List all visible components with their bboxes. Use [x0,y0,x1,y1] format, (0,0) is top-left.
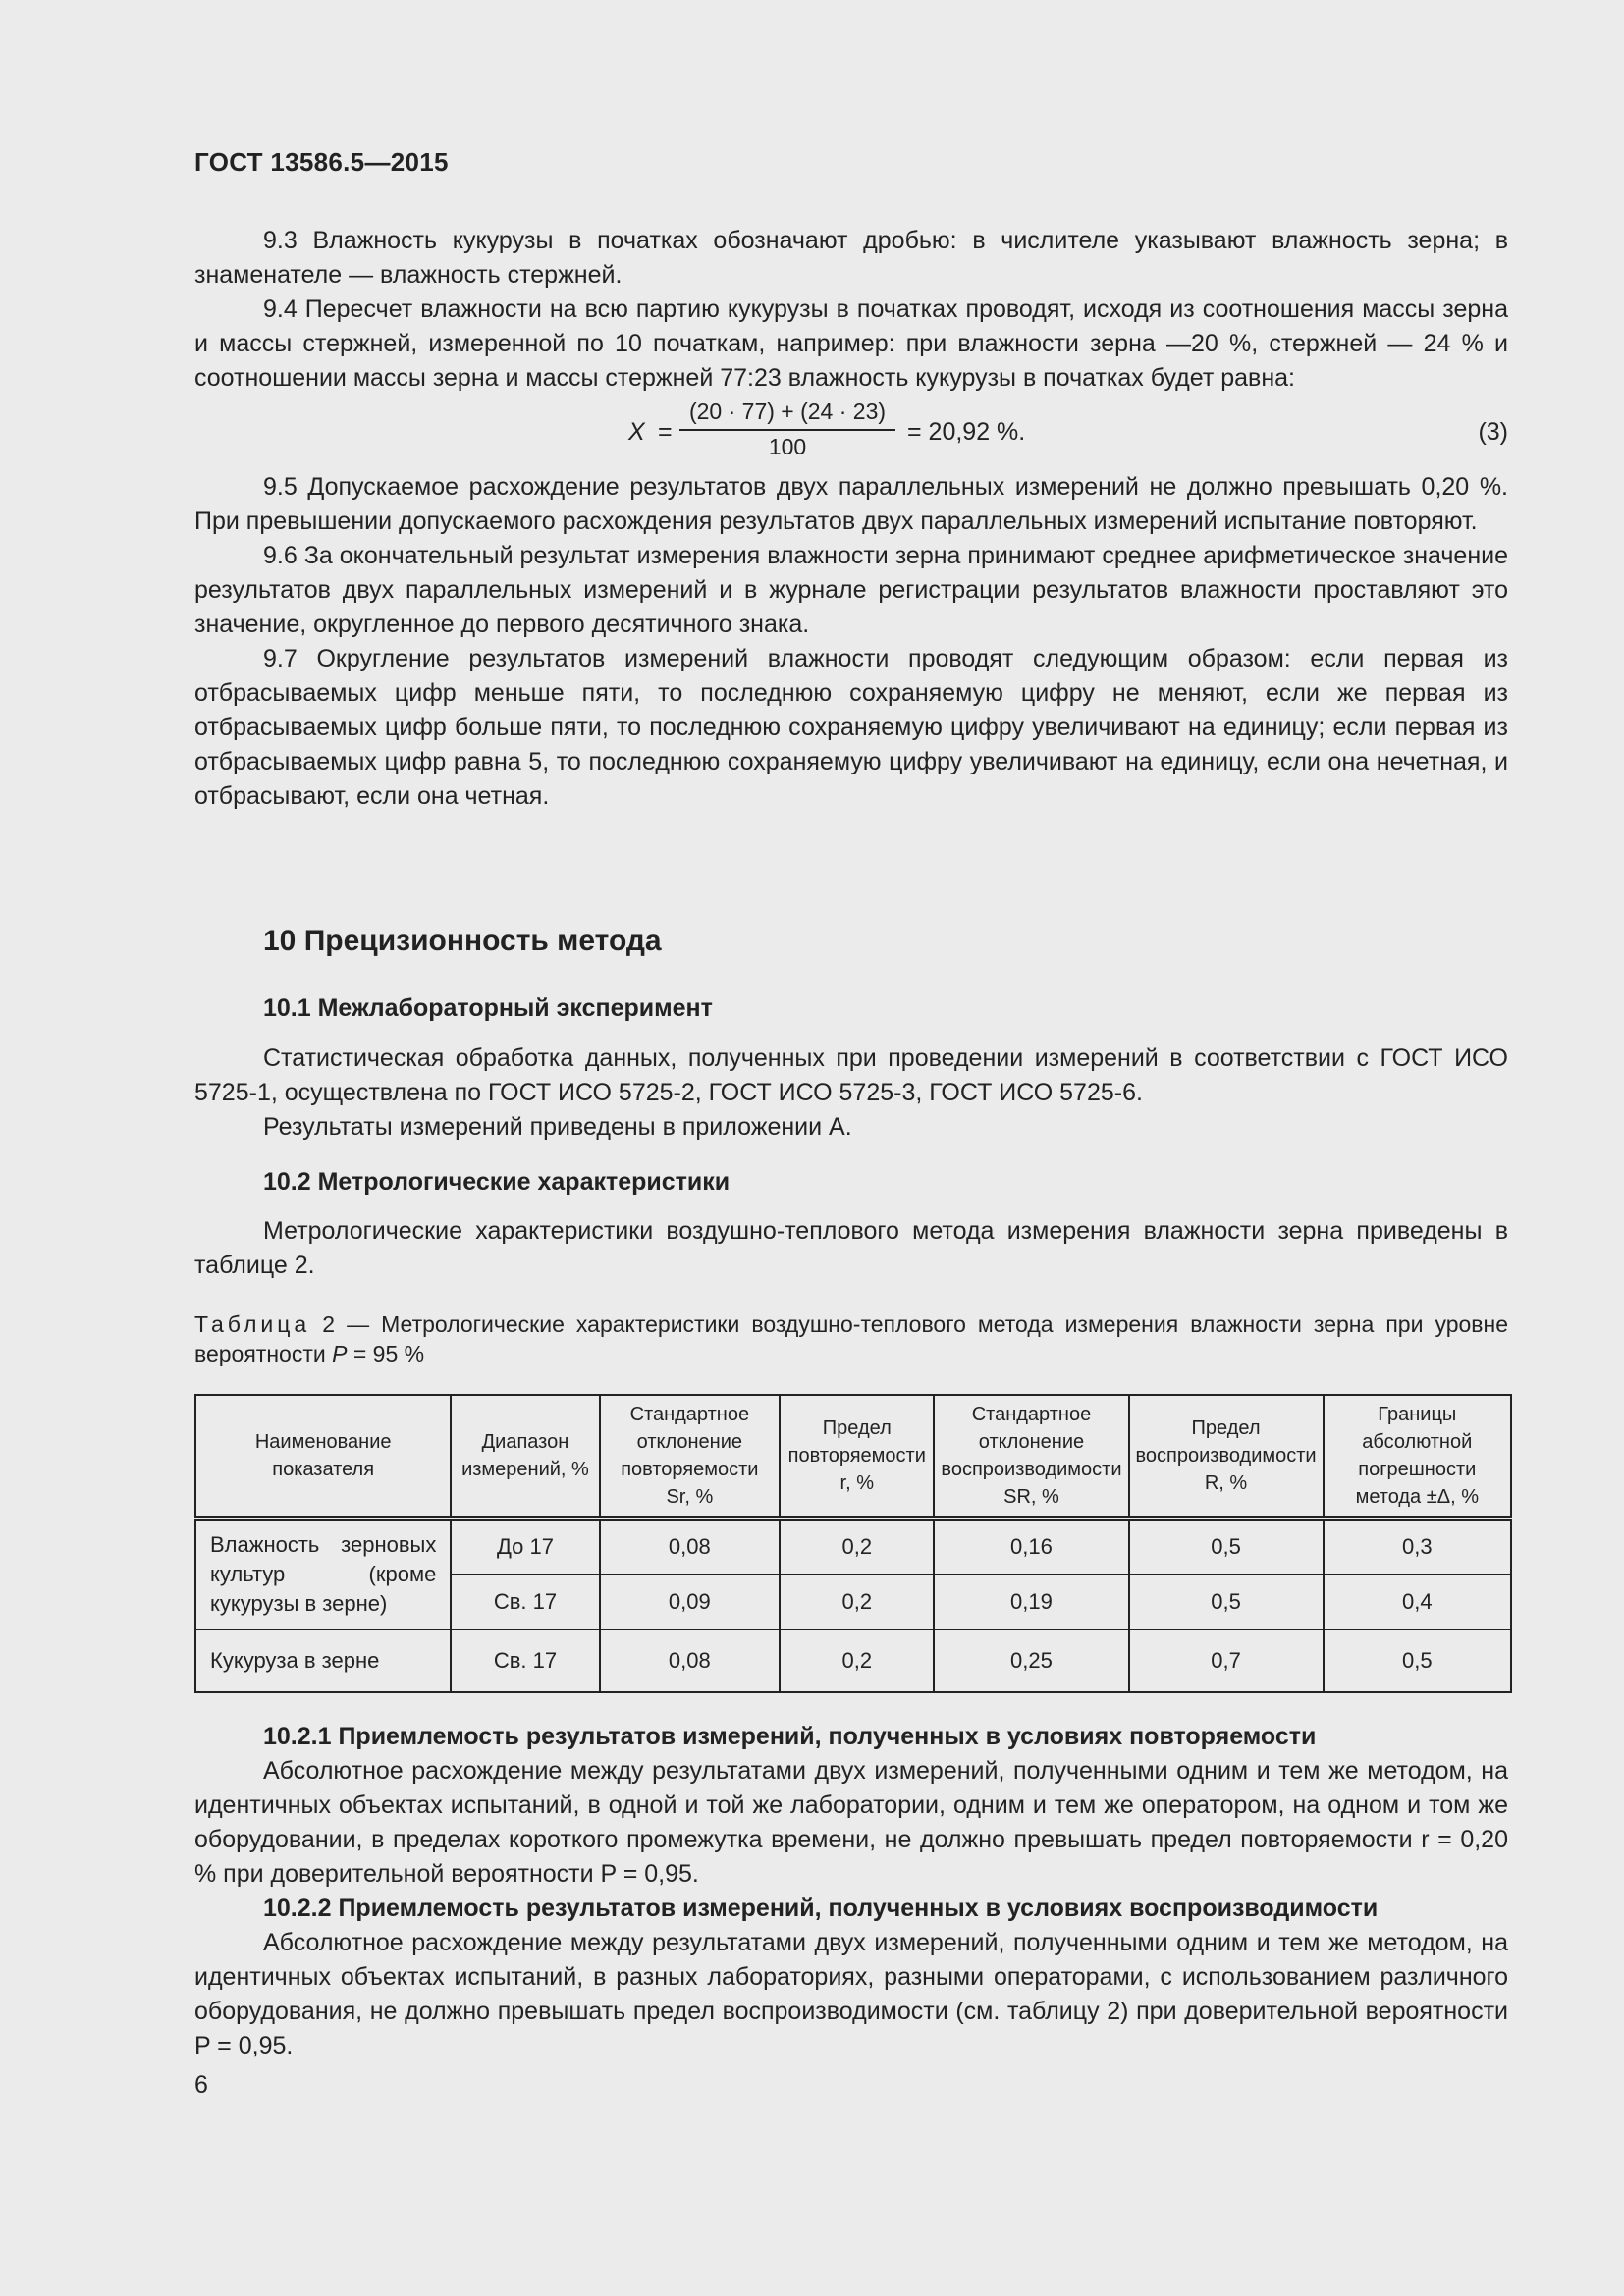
header-error-bounds: Границы абсолютной погрешности метода ±Δ, % [1324,1395,1511,1519]
table-caption-label: Таблица [194,1311,311,1337]
cell-group-name: Влажность зерновых культур (кроме кукурузы в зерне) [195,1519,451,1630]
subsection-10-2-text [194,1214,1508,1283]
header-reproducibility-sd: Стандартное отклонение воспроизводимости SR, % [934,1395,1128,1519]
cell-R: 0,7 [1129,1629,1324,1692]
paragraph-10-2: Метрологические характеристики воздушно-теплового метода измерения влажности зерна приведены в таблице 2. [194,1217,1508,1279]
cell-delta: 0,5 [1324,1629,1511,1692]
cell-r: 0,2 [780,1575,934,1629]
formula-3 [194,396,1508,466]
paragraph-10-2-1: Абсолютное расхождение между результатами двух измерений, полученными одним и тем же методом, на идентичных объектах испытаний, в одной и той же лаборатории, одним и тем же оператором, на одном и том же оборудовании, в пределах короткого промежутка времени, не должно превышать предел повторяемости r = 0,20 % при доверительной вероятности P = 0,95. [194,1757,1508,1888]
cell-sR: 0,16 [934,1519,1128,1575]
cell-sr: 0,09 [600,1575,781,1629]
formula-equals: = [658,418,673,446]
paragraph-9-3: 9.3 Влажность кукурузы в початках обозначают дробью: в числителе указывают влажность зерна; в знаменателе — влажность стержней. [194,227,1508,289]
subsection-10-2-1-heading: 10.2.1 Приемлемость результатов измерений, полученных в условиях повторяемости [263,1723,1317,1750]
paragraph-9-6: 9.6 За окончательный результат измерения влажности зерна принимают среднее арифметическое значение результатов двух параллельных измерений и в журнале регистрации результатов влажности проставляют это значение, округленное до первого десятичного знака. [194,542,1508,638]
paragraph-10-2-2: Абсолютное расхождение между результатами двух измерений, полученными одним и тем же методом, на идентичных объектах испытаний, в разных лабораториях, разными операторами, с использованием различного оборудования, не должно превышать предел воспроизводимости (см. таблицу 2) при доверительной вероятности P = 0,95. [194,1929,1508,2059]
table-row [195,1519,1511,1575]
cell-range: Св. 17 [451,1575,599,1629]
paragraph-10-1-a: Статистическая обработка данных, полученных при проведении измерений в соответствии с ГОСТ ИСО 5725-1, осуществлена по ГОСТ ИСО 5725-2, ГОСТ ИСО 5725-3, ГОСТ ИСО 5725-6. [194,1044,1508,1106]
header-indicator-name: Наименование показателя [195,1395,451,1519]
cell-sr: 0,08 [600,1629,781,1692]
cell-sR: 0,25 [934,1629,1128,1692]
metrology-table [194,1394,1512,1693]
table-caption-value: = 95 % [352,1341,425,1366]
cell-r: 0,2 [780,1629,934,1692]
paragraph-9-7: 9.7 Округление результатов измерений влажности проводят следующим образом: если первая из отбрасываемых цифр меньше пяти, то последнюю сохраняемую цифру не меняют, если же первая из отбрасываемых цифр больше пяти, то последнюю сохраняемую цифру увеличивают на единицу; если первая из отбрасываемых цифр равна 5, то последнюю сохраняемую цифру увеличивают на единицу, если она нечетная, и отбрасывают, если она четная. [194,645,1508,810]
cell-sR: 0,19 [934,1575,1128,1629]
header-repeatability-limit: Предел повторяемости r, % [780,1395,934,1519]
subsections-10-2-x [194,1720,1508,2063]
header-repeatability-sd: Стандартное отклонение повторяемости Sr, % [600,1395,781,1519]
table-caption-variable: P [332,1341,348,1366]
formula-fraction [679,396,895,462]
cell-R: 0,5 [1129,1519,1324,1575]
formula-result: = 20,92 %. [907,418,1026,446]
cell-delta: 0,3 [1324,1519,1511,1575]
cell-R: 0,5 [1129,1575,1324,1629]
formula-number: (3) [1478,418,1508,446]
cell-range: До 17 [451,1519,599,1575]
cell-r: 0,2 [780,1519,934,1575]
page-number: 6 [194,2071,208,2099]
document-header: ГОСТ 13586.5—2015 [194,147,449,177]
formula-numerator: (20 · 77) + (24 · 23) [688,399,887,424]
section-9-paragraphs [194,224,1508,814]
paragraph-9-4: 9.4 Пересчет влажности на всю партию кукурузы в початках проводят, исходя из соотношения массы зерна и массы стержней, измеренной по 10 початкам, например: при влажности зерна —20 %, стержней — 24 % и соотношении массы зерна и массы стержней 77:23 влажность кукурузы в початках будет равна: [194,295,1508,392]
header-reproducibility-limit: Предел воспроизводимости R, % [1129,1395,1324,1519]
table-header-row [195,1395,1511,1519]
cell-range: Св. 17 [451,1629,599,1692]
cell-name: Кукуруза в зерне [195,1629,451,1692]
table-caption [194,1309,1508,1368]
subsection-10-2-2-heading: 10.2.2 Приемлемость результатов измерений, полученных в условиях воспроизводимости [263,1895,1379,1922]
cell-sr: 0,08 [600,1519,781,1575]
paragraph-9-5: 9.5 Допускаемое расхождение результатов двух параллельных измерений не должно превышать 0,20 %. При превышении допускаемого расхождения результатов двух параллельных измерений испытание повторяют. [194,473,1508,535]
table-row [195,1629,1511,1692]
table-caption-text: 2 — Метрологические характеристики воздушно-теплового метода измерения влажности зерна при уровне вероятности [194,1311,1508,1366]
cell-delta: 0,4 [1324,1575,1511,1629]
subsection-10-1-heading: 10.1 Межлабораторный эксперимент [263,994,713,1022]
section-10-heading: 10 Прецизионность метода [263,925,662,957]
subsection-10-1-text [194,1041,1508,1145]
subsection-10-2-heading: 10.2 Метрологические характеристики [263,1168,731,1196]
paragraph-10-1-b: Результаты измерений приведены в приложении А. [263,1113,852,1141]
header-range: Диапазон измерений, % [451,1395,599,1519]
formula-denominator: 100 [768,434,807,459]
formula-variable: X [628,418,645,446]
